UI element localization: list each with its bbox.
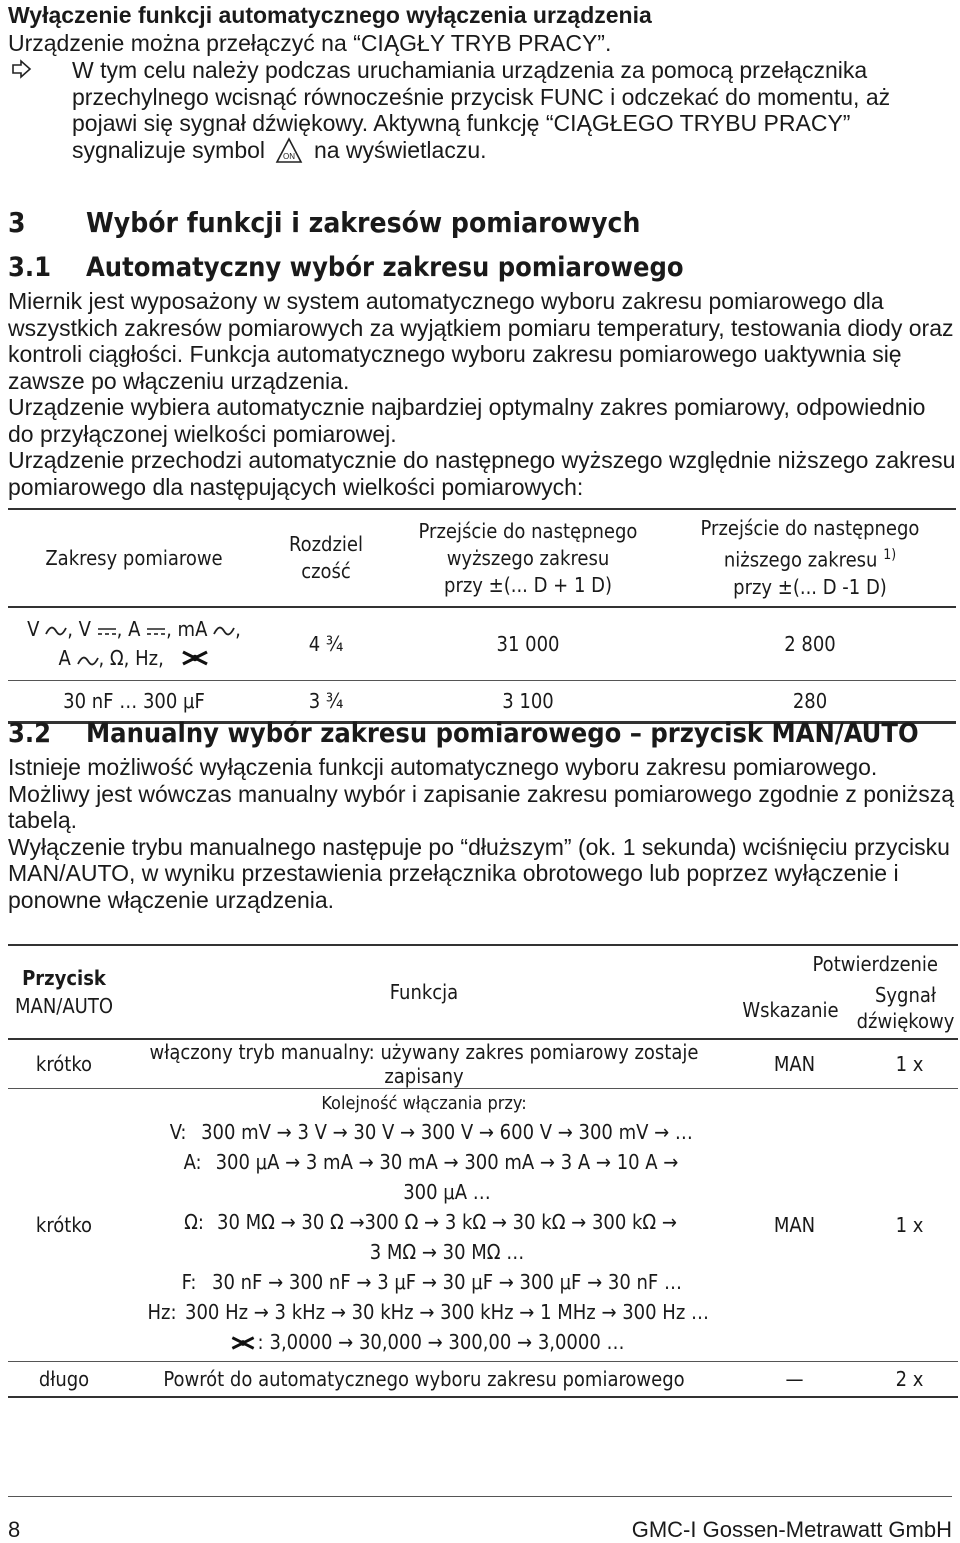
section-3-2-body [8, 754, 956, 913]
header-lower-transition: Przejście do następnego niższego zakresu $^{1)}$ przy ±(... D -1 D) [664, 509, 956, 607]
ac-wave-icon [213, 616, 235, 644]
thermocouple-icon [180, 646, 210, 674]
display-cell: — [728, 1361, 861, 1397]
function-cell: włączony tryb manualny: używany zakres pomiarowy zostaje zapisany [120, 1039, 728, 1089]
svg-text:ON: ON [283, 151, 296, 161]
signal-cell: 2 x [861, 1361, 958, 1397]
ranges-cell: V , V , A , mA , A , Ω, Hz, [8, 607, 260, 681]
paragraph: Wyłączenie trybu manualnego następuje po “dłuższym” (ok. 1 sekunda) wciśnięciu przycisku MAN/AUTO, w wyniku przestawienia przełącznika obrotowego lub poprzez wyłączenie i ponowne włączenie urządzenia. [8, 833, 950, 913]
lower-transition-cell: 280 [664, 681, 956, 723]
section-number: 3.2 [8, 718, 52, 749]
on-triangle-icon [275, 137, 303, 170]
section-title: Wybór funkcji i zakresów pomiarowych [86, 206, 641, 239]
section-title: Manualny wybór zakresu pomiarowego – przycisk MAN/AUTO [86, 718, 919, 749]
section-3-1-heading [8, 252, 684, 283]
header-confirmation: Potwierdzenie Wskazanie Sygnał dźwiękowy [728, 945, 958, 1039]
upper-transition-cell: 3 100 [392, 681, 664, 723]
intro-bullet-tail: na wyświetlaczu. [313, 136, 487, 163]
table-header-row [8, 945, 958, 1039]
table-row [8, 1089, 958, 1362]
ranges-cell: 30 nF … 300 μF [8, 681, 260, 723]
intro-bullet [8, 57, 953, 170]
button-cell: krótko [8, 1089, 120, 1362]
paragraph: Istnieje możliwość wyłączenia funkcji automatycznego wyboru zakresu pomiarowego. Możliwy jest wówczas manualny wybór i zapisanie zakresu pomiarowego zgodnie z poniższą tabelą. [8, 754, 954, 833]
table-row [8, 607, 956, 681]
resolution-cell: 3 ¾ [260, 681, 392, 723]
intro-section [8, 2, 953, 170]
autorange-table [8, 508, 956, 724]
signal-cell: 1 x [861, 1039, 958, 1089]
display-cell: MAN [728, 1039, 861, 1089]
button-cell: krótko [8, 1039, 120, 1089]
header-function: Funkcja [120, 945, 728, 1039]
page-footer [8, 1496, 952, 1543]
page-number: 8 [8, 1517, 21, 1542]
section-number: 3.1 [8, 252, 52, 283]
paragraph: Urządzenie przechodzi automatycznie do następnego wyższego względnie niższego zakresu pomiarowego dla następujących wielkości pomiarowych: [8, 447, 956, 500]
range-sequence-cell: Kolejność włączania przy: V: 300 mV → 3 V → 30 V → 300 V → 600 V → 300 mV → … A: 300 μA → 3 mA → 30 mA → 300 mA → 3 A → 10 A → 300 μA … Ω: 30 MΩ → 30 Ω →300 Ω → 3 kΩ → 30 kΩ → 300 kΩ → 3 MΩ → 30 MΩ … F: 30 nF → 300 nF → 3 μF → 30 μF → 300 μF → 30 nF … Hz: 300 Hz → 3 kHz → 30 kHz → 300 kHz → 1 MHz → 300 Hz … : 3,0000 → 30,000 → 300,00 → 3,0000 … [120, 1089, 728, 1362]
signal-cell: 1 x [861, 1089, 958, 1362]
button-cell: długo [8, 1361, 120, 1397]
paragraph: Miernik jest wyposażony w system automatycznego wyboru zakresu pomiarowego dla wszystkich zakresów pomiarowych za wyjątkiem pomiaru temperatury, testowania diody oraz kontroli ciągłości. Funkcja automatycznego wyboru zakresu pomiarowego uaktywnia się zawsze po włączeniu urządzenia. [8, 288, 954, 394]
section-3-1-body [8, 288, 956, 500]
table-row [8, 681, 956, 723]
table-row [8, 1361, 958, 1397]
ac-wave-icon [45, 616, 67, 644]
upper-transition-cell: 31 000 [392, 607, 664, 681]
intro-bullet-text: W tym celu należy podczas uruchamiania urządzenia za pomocą przełącznika przechylnego wcisnąć równocześnie przycisk FUNC i odczekać do momentu, aż pojawi się sygnał dźwiękowy. Aktywną funkcję “CIĄGŁEGO TRYBU PRACY” sygnalizuje symbol [72, 57, 891, 163]
lower-transition-cell: 2 800 [664, 607, 956, 681]
manual-range-table [8, 944, 958, 1398]
hollow-arrow-icon [12, 59, 32, 84]
header-upper-transition: Przejście do następnego wyższego zakresu przy ±(... D + 1 D) [392, 509, 664, 607]
ac-wave-icon [77, 646, 99, 674]
intro-line: Urządzenie można przełączyć na “CIĄGŁY TRYB PRACY”. [8, 29, 612, 56]
intro-title: Wyłączenie funkcji automatycznego wyłączenia urządzenia [8, 2, 652, 28]
header-button: Przycisk MAN/AUTO [8, 945, 120, 1039]
section-title: Automatyczny wybór zakresu pomiarowego [86, 252, 684, 283]
paragraph: Urządzenie wybiera automatycznie najbardziej optymalny zakres pomiarowy, odpowiednio do przyłączonej wielkości pomiarowej. [8, 394, 926, 447]
thermocouple-icon [229, 1329, 257, 1359]
section-number: 3 [8, 206, 26, 239]
table-row [8, 1039, 958, 1089]
resolution-cell: 4 ¾ [260, 607, 392, 681]
dc-symbol-icon [146, 616, 166, 644]
function-cell: Powrót do automatycznego wyboru zakresu pomiarowego [120, 1361, 728, 1397]
section-3-2-heading [8, 718, 919, 749]
dc-symbol-icon [97, 616, 117, 644]
company-name: GMC-I Gossen-Metrawatt GmbH [631, 1517, 952, 1542]
table-header-row [8, 509, 956, 607]
display-cell: MAN [728, 1089, 861, 1362]
header-resolution: Rozdziel czość [260, 509, 392, 607]
header-ranges: Zakresy pomiarowe [8, 509, 260, 607]
section-3-heading [8, 206, 640, 239]
